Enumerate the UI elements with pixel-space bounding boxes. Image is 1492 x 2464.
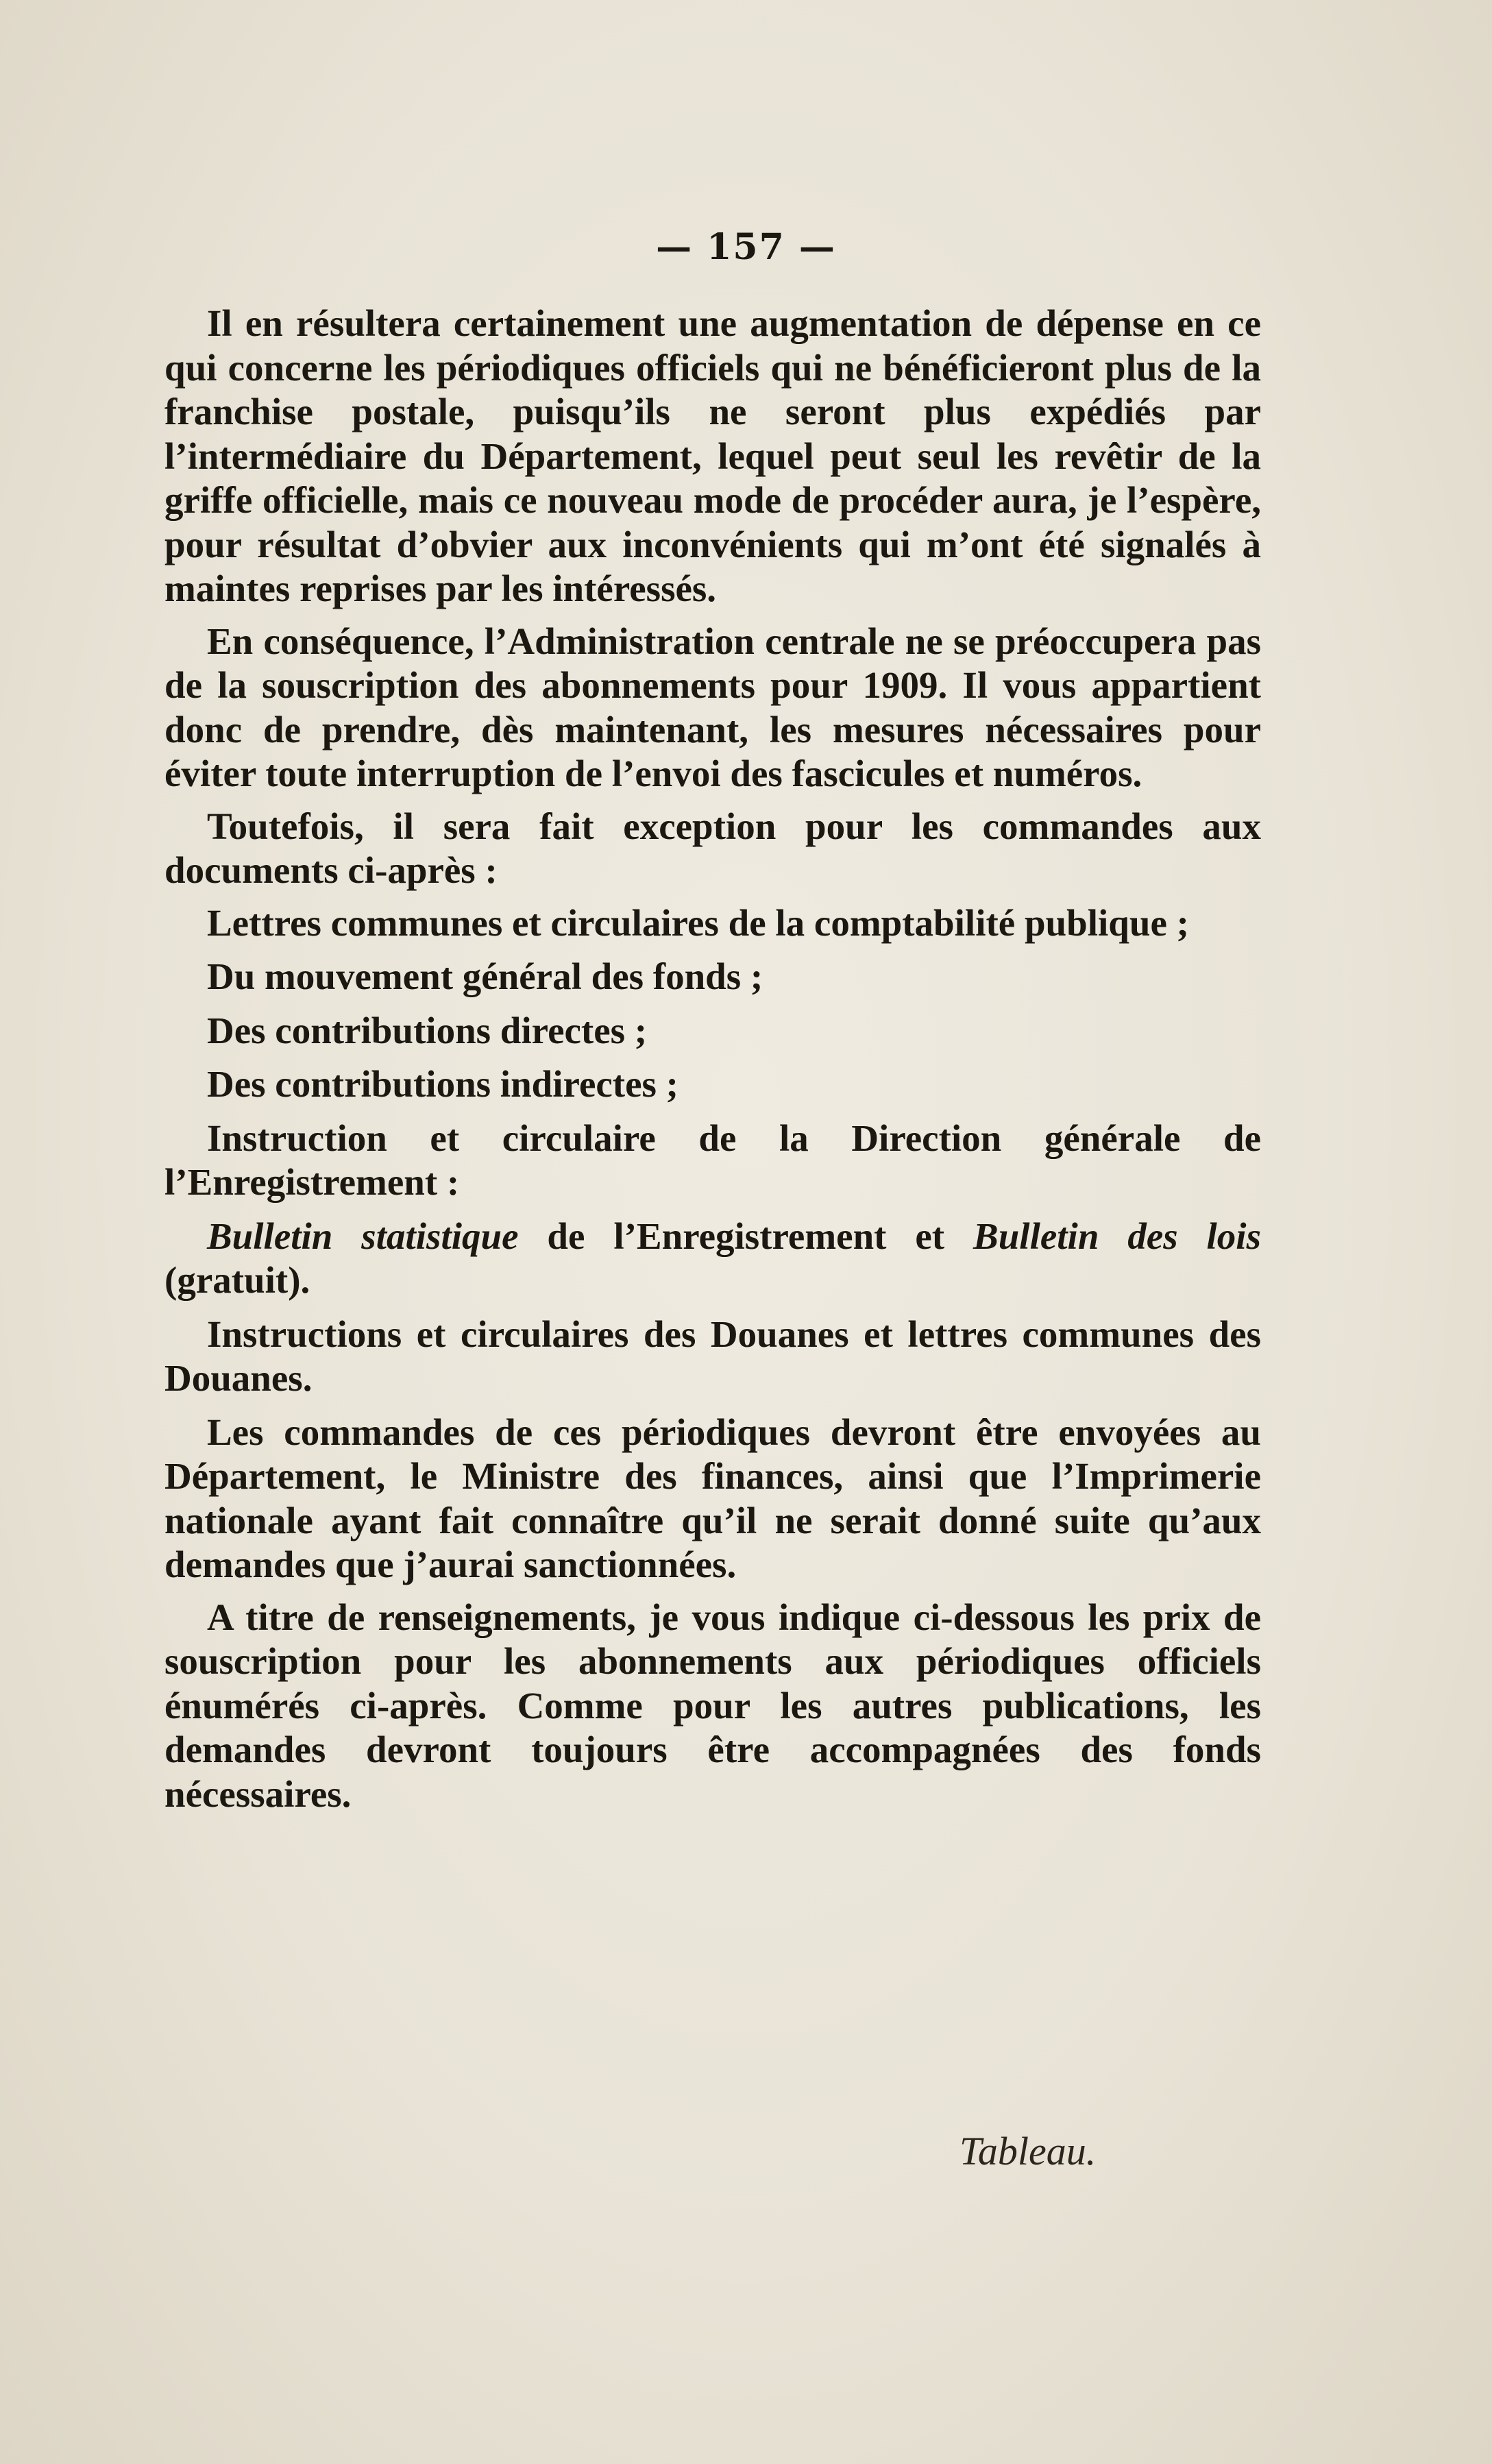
list-item-bulletins [164,1215,1261,1303]
bulletin-text-1: de l’Enregistrement et [518,1215,974,1257]
body-text [164,302,1261,1825]
list-item-mouvement-fonds: Du mouvement général des fonds ; [207,955,763,997]
list-item-comptabilite: Lettres communes et circulaires de la comptabilité publique ; [207,901,1189,944]
list-item-enregistrement: Instruction et circulaire de la Direction générale de l’Enregistrement : [164,1117,1261,1203]
list-item-contributions-indirectes: Des contributions indirectes ; [207,1063,678,1105]
paragraph-commandes: Les commandes de ces périodiques devront être envoyées au Département, le Ministre des finances, ainsi que l’Imprimerie nationale ayant fait connaître qu’il ne serait donné suite qu’aux demandes que j’aurai sanctionnées. [164,1411,1261,1585]
paragraph-exception: Toutefois, il sera fait exception pour les commandes aux documents ci-après : [164,805,1261,891]
paragraph-franchise: Il en résultera certainement une augmentation de dépense en ce qui concerne les périodiques officiels qui ne bénéficieront plus de la franchise postale, puisqu’ils ne seront plus expédiés par l’intermédiaire du Département, lequel peut seul les revêtir de la griffe officielle, mais ce nouveau mode de procéder aura, je l’espère, pour résultat d’obvier aux inconvénients qui m’ont été signalés à maintes reprises par les intéressés. [164,302,1261,609]
bulletin-des-lois-title: Bulletin des lois [973,1215,1261,1257]
list-item-douanes: Instructions et circulaires des Douanes et lettres communes des Douanes. [164,1313,1261,1399]
paragraph-consequence: En conséquence, l’Administration centrale ne se préoccupera pas de la souscription des abonnements pour 1909. Il vous appartient donc de prendre, dès maintenant, les mesures nécessaires pour éviter toute interruption de l’envoi des fascicules et numéros. [164,620,1261,794]
bulletin-text-2: (gratuit). [164,1259,310,1301]
list-item-contributions-directes: Des contributions directes ; [207,1009,648,1051]
page-number: — 157 — [656,226,836,268]
paragraph-renseignements: A titre de renseignements, je vous indique ci-dessous les prix de souscription pour les abonnements aux périodiques officiels énumérés ci-après. Comme pour les autres publications, les demandes devront toujours être accompagnées des fonds nécessaires. [164,1596,1261,1815]
catchword: Tableau. [959,2129,1097,2173]
bulletin-statistique-title: Bulletin statistique [207,1215,519,1257]
